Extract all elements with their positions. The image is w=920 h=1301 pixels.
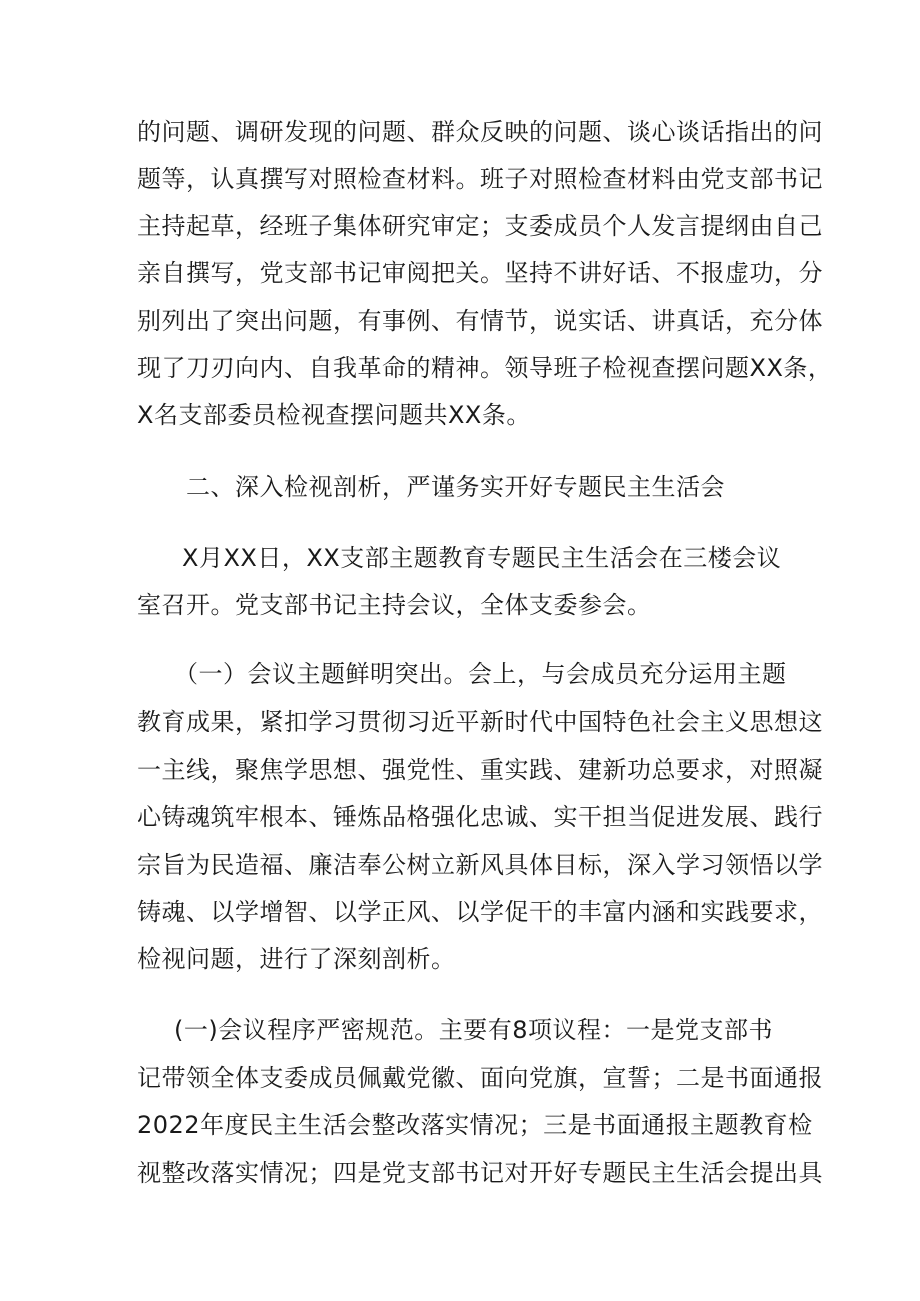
text-line: 室召开。党支部书记主持会议，全体支委参会。 [137,591,652,619]
text-line: 2022年度民主生活会整改落实情况；三是书面通报主题教育检 [137,1111,813,1139]
text-line: 视整改落实情况；四是党支部书记对开好专题民主生活会提出具 [137,1159,823,1187]
text-line: (一)会议程序严密规范。主要有8项议程：一是党支部书 [174,1016,773,1044]
text-line: 主持起草，经班子集体研究审定；支委成员个人发言提纲由自己 [137,212,823,240]
text-line: 亲自撰写，党支部书记审阅把关。坚持不讲好话、不报虚功，分 [137,259,823,287]
text-line: 记带领全体支委成员佩戴党徽、面向党旗，宣誓；二是书面通报 [137,1064,823,1092]
text-line: 宗旨为民造福、廉洁奉公树立新风具体目标，深入学习领悟以学 [137,851,823,879]
text-line: 别列出了突出问题，有事例、有情节，说实话、讲真话，充分体 [137,307,823,335]
text-line: 一主线，聚焦学思想、强党性、重实践、建新功总要求，对照凝 [137,756,823,784]
section-heading: 二、深入检视剖析，严谨务实开好专题民主生活会 [186,473,725,501]
text-line: X月XX日，XX支部主题教育专题民主生活会在三楼会议 [182,544,782,572]
text-line: 的问题、调研发现的问题、群众反映的问题、谈心谈话指出的问 [137,118,823,146]
text-line: 检视问题，进行了深刻剖析。 [137,945,456,973]
text-line: 教育成果，紧扣学习贯彻习近平新时代中国特色社会主义思想这 [137,708,823,736]
text-line: 题等，认真撰写对照检查材料。班子对照检查材料由党支部书记 [137,165,823,193]
text-line: 现了刀刃向内、自我革命的精神。领导班子检视查摆问题XX条， [137,354,833,382]
text-line: （一）会议主题鲜明突出。会上，与会成员充分运用主题 [174,660,787,688]
text-line: 心铸魂筑牢根本、锤炼品格强化忠诚、实干担当促进发展、践行 [137,803,823,831]
text-line: X名支部委员检视查摆问题共XX条。 [137,401,531,429]
text-line: 铸魂、以学增智、以学正风、以学促干的丰富内涵和实践要求， [137,898,823,926]
